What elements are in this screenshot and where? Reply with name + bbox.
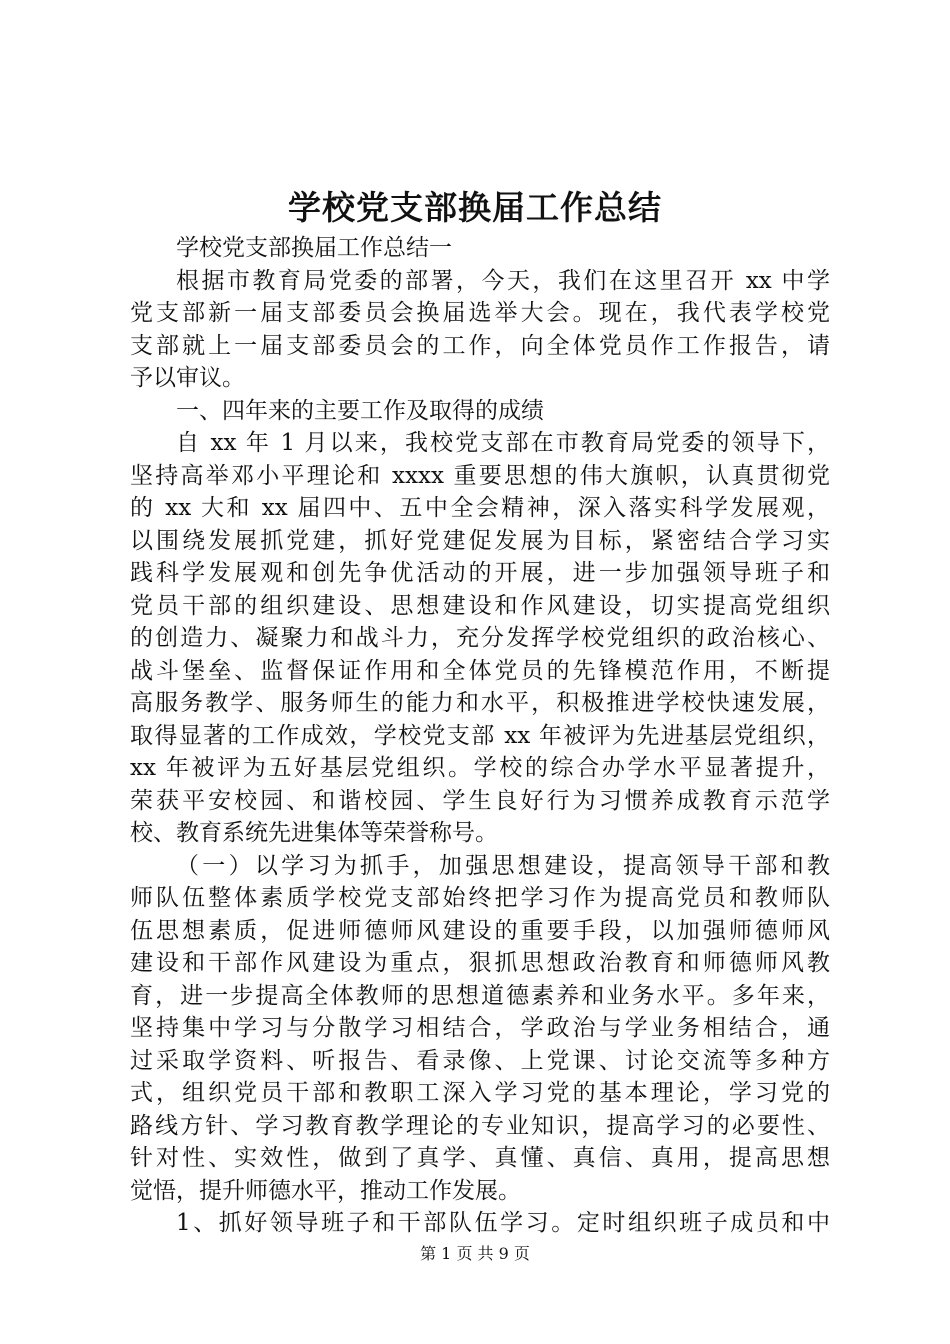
paragraph-line: 的创造力、凝聚力和战斗力，充分发挥学校党组织的政治核心、 xyxy=(130,625,830,651)
paragraph-line: 师队伍整体素质学校党支部始终把学习作为提高党员和教师队 xyxy=(130,885,830,911)
paragraph-line: 式，组织党员干部和教职工深入学习党的基本理论，学习党的 xyxy=(130,1080,830,1106)
paragraph-line: 以围绕发展抓党建，抓好党建促发展为目标，紧密结合学习实 xyxy=(130,527,830,554)
document-body xyxy=(130,232,830,1240)
paragraph-line: xx 年被评为五好基层党组织。学校的综合办学水平显著提升， xyxy=(130,755,830,781)
paragraph-line: 觉悟，提升师德水平，推动工作发展。 xyxy=(130,1177,521,1204)
paragraph-line: （一）以学习为抓手，加强思想建设，提高领导干部和教 xyxy=(176,852,830,879)
paragraph-line: 路线方针、学习教育教学理论的专业知识，提高学习的必要性、 xyxy=(130,1112,830,1139)
page-footer: 第 1 页 共 9 页 xyxy=(420,1244,530,1263)
paragraph-line: 党支部新一届支部委员会换届选举大会。现在，我代表学校党 xyxy=(130,300,830,326)
paragraph-line: 根据市教育局党委的部署，今天，我们在这里召开 xx 中学 xyxy=(176,267,830,294)
paragraph-line: 的 xx 大和 xx 届四中、五中全会精神，深入落实科学发展观， xyxy=(130,495,830,521)
paragraph-line: 高服务教学、服务师生的能力和水平，积极推进学校快速发展， xyxy=(130,690,830,716)
paragraph-line: 战斗堡垒、监督保证作用和全体党员的先锋模范作用，不断提 xyxy=(130,657,830,684)
paragraph-line: 过采取学资料、听报告、看录像、上党课、讨论交流等多种方 xyxy=(130,1047,830,1074)
paragraph-line: 践科学发展观和创先争优活动的开展，进一步加强领导班子和 xyxy=(130,560,830,586)
paragraph-line: 针对性、实效性，做到了真学、真懂、真信、真用，提高思想 xyxy=(130,1145,830,1171)
section-heading: 一、四年来的主要工作及取得的成绩 xyxy=(176,397,544,424)
paragraph-line: 伍思想素质，促进师德师风建设的重要手段，以加强师德师风 xyxy=(130,917,830,944)
document-title: 学校党支部换届工作总结 xyxy=(288,188,662,227)
paragraph-line: 1、抓好领导班子和干部队伍学习。定时组织班子成员和中 xyxy=(176,1210,830,1236)
paragraph-line: 荣获平安校园、和谐校园、学生良好行为习惯养成教育示范学 xyxy=(130,787,830,814)
paragraph-line: 自 xx 年 1 月以来，我校党支部在市教育局党委的领导下， xyxy=(176,430,830,456)
paragraph-line: 党员干部的组织建设、思想建设和作风建设，切实提高党组织 xyxy=(130,592,830,619)
paragraph-line: 支部就上一届支部委员会的工作，向全体党员作工作报告，请 xyxy=(130,332,830,359)
paragraph-line: 校、教育系统先进集体等荣誉称号。 xyxy=(130,820,498,846)
paragraph-line: 建设和干部作风建设为重点，狠抓思想政治教育和师德师风教 xyxy=(130,950,830,976)
section-heading: 学校党支部换届工作总结一 xyxy=(176,235,452,261)
paragraph-line: 予以审议。 xyxy=(130,365,245,391)
paragraph-line: 坚持集中学习与分散学习相结合，学政治与学业务相结合，通 xyxy=(130,1015,830,1041)
paragraph-line: 坚持高举邓小平理论和 xxxx 重要思想的伟大旗帜，认真贯彻党 xyxy=(130,462,830,489)
paragraph-line: 育，进一步提高全体教师的思想道德素养和业务水平。多年来， xyxy=(130,982,830,1009)
paragraph-line: 取得显著的工作成效，学校党支部 xx 年被评为先进基层党组织， xyxy=(130,722,830,749)
